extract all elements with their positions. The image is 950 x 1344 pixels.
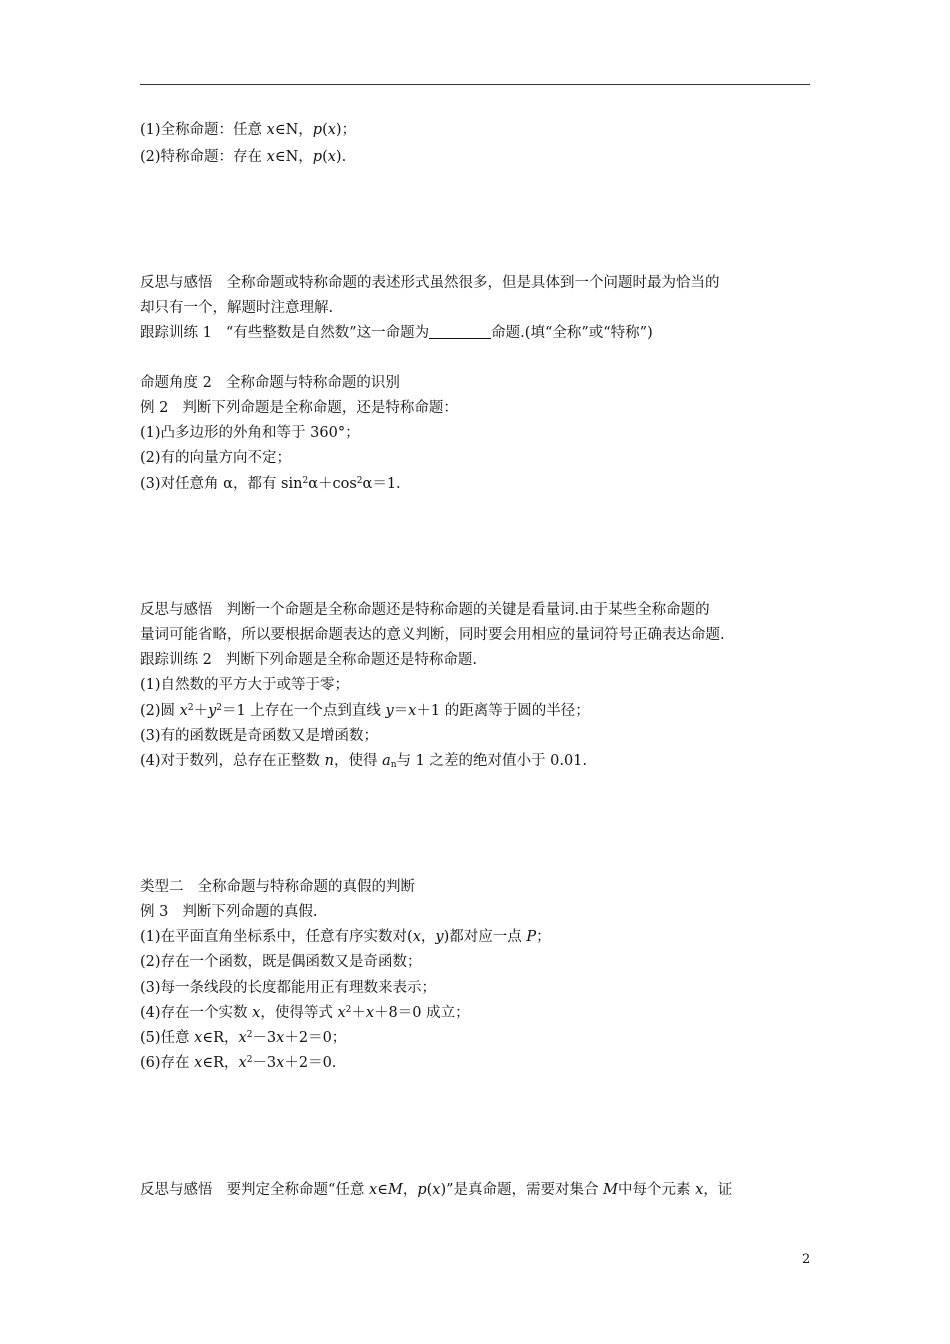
example-3-title: 例 3 判断下列命题的真假. xyxy=(140,904,318,920)
reflection-1-line-1: 反思与感悟 全称命题或特称命题的表述形式虽然很多，但是具体到一个问题时最为恰当的 xyxy=(140,275,720,291)
example-2-item-1: (1)凸多边形的外角和等于 360°； xyxy=(140,425,360,441)
example-3-item-1: (1)在平面直角坐标系中，任意有序实数对(x，y)都对应一点 P； xyxy=(140,929,551,945)
example-3-item-5: (5)任意 x∈R，$x^2-3x+2=0$； xyxy=(140,1030,347,1046)
answer-blank xyxy=(429,324,491,339)
example-3-item-6: (6)存在 x∈R，$x^2-3x+2=0$. xyxy=(140,1055,337,1071)
reflection-title: 反思与感悟 xyxy=(140,275,213,291)
example-3-item-4: (4)存在一个实数 x，使得等式 $x^2+x+8=0$ 成立； xyxy=(140,1005,470,1021)
section-heading-type-2: 类型二 全称命题与特称命题的真假的判断 xyxy=(140,879,415,895)
page-number: 2 xyxy=(802,1252,811,1267)
example-2-title: 例 2 判断下列命题是全称命题，还是特称命题： xyxy=(140,400,458,416)
tracking-exercise-2-item-3: (3)有的函数既是奇函数又是增函数； xyxy=(140,728,379,744)
reflection-3-line-1: 反思与感悟 要判定全称命题“任意 x∈M，p(x)”是真命题，需要对集合 M中每个元素 x，证 xyxy=(140,1182,733,1198)
tracking-exercise-2-item-4: (4)对于数列，总存在正整数 n，使得 $a_n$与 1 之差的绝对值小于 0.01. xyxy=(140,753,588,770)
reflection-2-line-2: 量词可能省略，所以要根据命题表达的意义判断，同时要会用相应的量词符号正确表达命题. xyxy=(140,627,725,643)
example-2-item-3: (3)对任意角 α，都有 $\sin^2\alpha+\cos^2\alpha=1$. xyxy=(140,476,401,492)
reflection-1-line-2: 却只有一个，解题时注意理解. xyxy=(140,300,334,316)
tracking-exercise-2-item-1: (1)自然数的平方大于或等于零； xyxy=(140,677,350,693)
ex1-line-1: (1)全称命题：任意 x∈N，p(x)； xyxy=(140,122,357,138)
header-rule xyxy=(140,84,810,85)
reflection-2-line-1: 反思与感悟 判断一个命题是全称命题还是特称命题的关键是看量词.由于某些全称命题的 xyxy=(140,602,710,618)
section-heading-angle-2: 命题角度 2 全称命题与特称命题的识别 xyxy=(140,375,400,391)
example-3-item-2: (2)存在一个函数，既是偶函数又是奇函数； xyxy=(140,954,422,970)
tracking-exercise-1: 跟踪训练 1 “有些整数是自然数”这一命题为 命题.(填“全称”或“特称”) xyxy=(140,325,653,341)
example-2-item-2: (2)有的向量方向不定； xyxy=(140,450,292,466)
ex1-line-2: (2)特称命题：存在 x∈N，p(x). xyxy=(140,149,347,165)
tracking-exercise-2-title: 跟踪训练 2 判断下列命题是全称命题还是特称命题. xyxy=(140,652,477,668)
example-3-item-3: (3)每一条线段的长度都能用正有理数来表示； xyxy=(140,980,437,996)
tracking-exercise-2-item-2: (2)圆 $x^2+y^2=1$ 上存在一个点到直线 y＝x＋1 的距离等于圆的半径； xyxy=(140,703,590,719)
